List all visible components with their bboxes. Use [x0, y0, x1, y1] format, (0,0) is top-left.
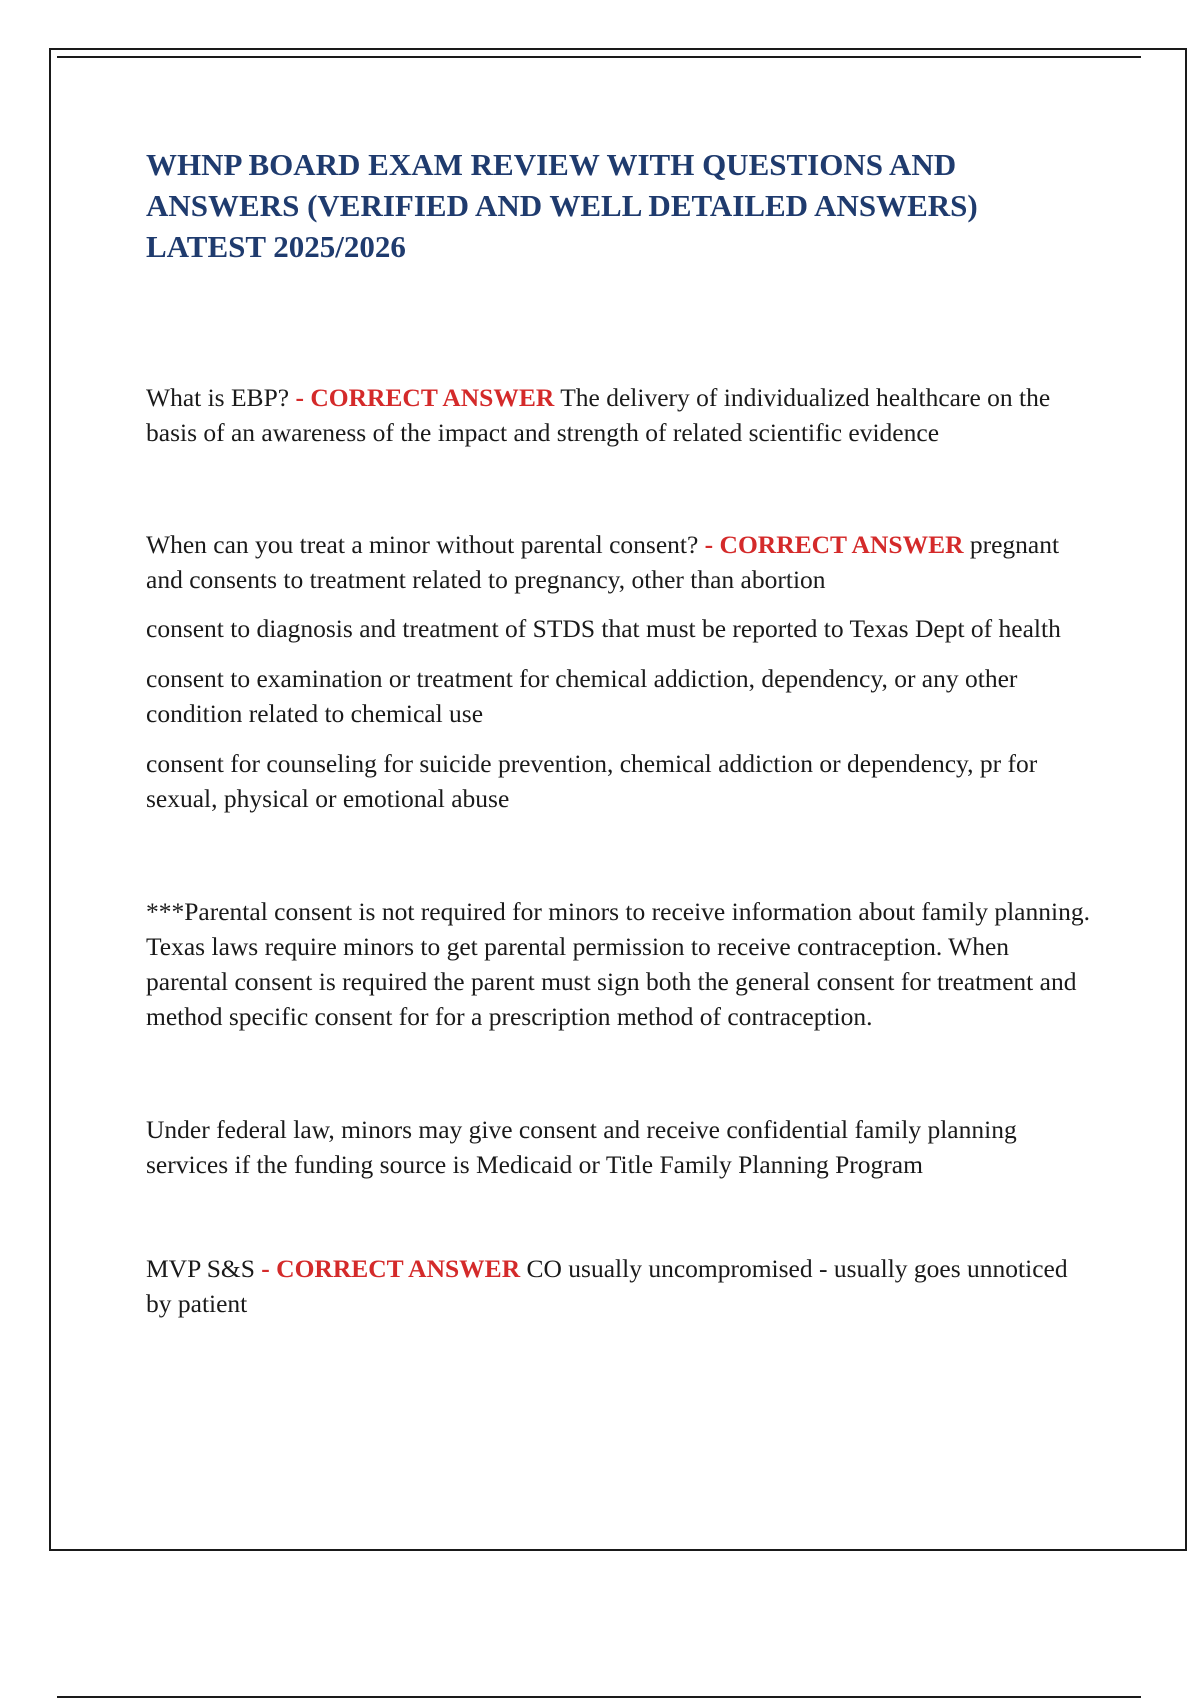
correct-answer-label: - CORRECT ANSWER [261, 1254, 521, 1283]
consent-condition-std: consent to diagnosis and treatment of STDS that must be reported to Texas Dept of health [146, 614, 1061, 643]
answer-text: pregnant and consents to treatment related to pregnancy, other than abortion [146, 530, 1060, 594]
question-text: MVP S&S [146, 1254, 255, 1283]
document-title: WHNP BOARD EXAM REVIEW WITH QUESTIONS AND ANSWERS (VERIFIED AND WELL DETAILED ANSWERS) LATEST 2025/2026 [146, 147, 978, 264]
document-body [146, 380, 1094, 1321]
qa-item-minor-consent [146, 527, 1094, 597]
correct-answer-label: - CORRECT ANSWER [704, 530, 964, 559]
bottom-rule [57, 1696, 1141, 1698]
note-federal-law: Under federal law, minors may give consent and receive confidential family planning services if the funding source is Medicaid or Title Family Planning Program [146, 1115, 1017, 1179]
top-rule [57, 56, 1141, 58]
qa-item-ebp [146, 380, 1094, 450]
answer-text: The delivery of individualized healthcare on the basis of an awareness of the impact and strength of related scientific evidence [146, 383, 1051, 447]
correct-answer-label: - CORRECT ANSWER [295, 383, 555, 412]
question-text: When can you treat a minor without parental consent? [146, 530, 699, 559]
answer-text: CO usually uncompromised - usually goes unnoticed by patient [146, 1254, 1068, 1318]
note-texas-family-planning: ***Parental consent is not required for minors to receive information about family planning. Texas laws require minors to get parental permission to receive contraception. When parental consent is required the parent must sign both the general consent for treatment and method specific consent for for a prescription method of contraception. [146, 897, 1090, 1031]
qa-item-mvp [146, 1251, 1094, 1321]
consent-condition-chemical: consent to examination or treatment for chemical addiction, dependency, or any other condition related to chemical use [146, 664, 1018, 728]
consent-condition-counseling: consent for counseling for suicide prevention, chemical addiction or dependency, pr for sexual, physical or emotional abuse [146, 749, 1038, 813]
question-text: What is EBP? [146, 383, 290, 412]
